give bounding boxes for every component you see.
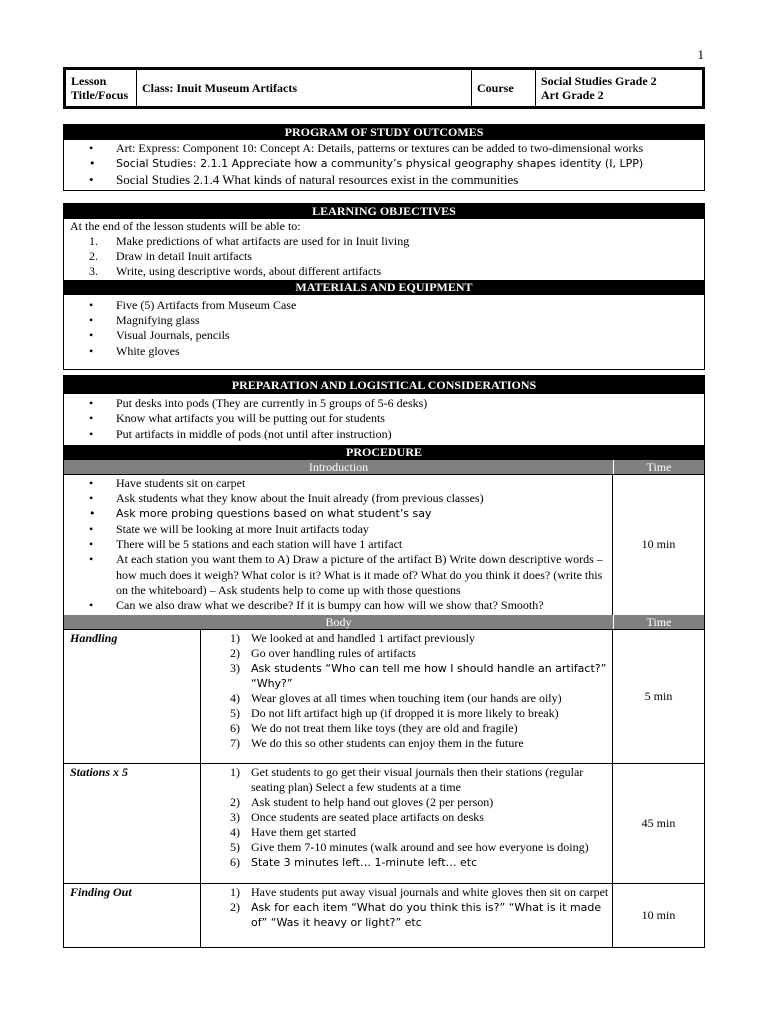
outcomes-title: PROGRAM OF STUDY OUTCOMES bbox=[64, 125, 704, 140]
outcome-item: • Social Studies 2.1.4 What kinds of natural resources exist in the communities bbox=[64, 172, 704, 187]
course-line-1: Social Studies Grade 2 bbox=[541, 74, 657, 88]
stations-label: Stations x 5 bbox=[64, 764, 201, 883]
stations-row bbox=[64, 763, 704, 883]
introduction-header bbox=[64, 460, 704, 474]
step-item: 6) We do not treat them like toys (they are old and fragile) bbox=[230, 721, 518, 736]
introduction-row bbox=[64, 474, 704, 615]
handling-steps bbox=[201, 630, 612, 752]
introduction-list bbox=[64, 475, 612, 615]
course-value bbox=[536, 70, 702, 106]
intro-item: • At each station you want them to A) Draw a picture of the artifact B) Write down descriptive words – how much does it weigh? What color is it? What is it made of? What do you think it does? (write this on the whiteboard) – Ask students help to come up with those questions bbox=[64, 552, 612, 598]
objective-item: 1. Make predictions of what artifacts are used for in Inuit living bbox=[89, 234, 410, 248]
introduction-time: 10 min bbox=[641, 537, 676, 552]
class-title: Class: Inuit Museum Artifacts bbox=[137, 70, 472, 106]
finding-out-label: Finding Out bbox=[64, 884, 201, 947]
step-item: 2) Ask student to help hand out gloves (2 per person) bbox=[230, 794, 494, 809]
step-item: 3) Once students are seated place artifacts on desks bbox=[230, 809, 484, 824]
material-item: • Magnifying glass bbox=[64, 313, 704, 328]
objectives-title: LEARNING OBJECTIVES bbox=[64, 204, 704, 219]
handling-row bbox=[64, 629, 704, 763]
step-item: 5) Do not lift artifact high up (if dropped it is more likely to break) bbox=[230, 706, 559, 721]
step-item: 1) Get students to go get their visual journals then their stations (regular seating plan) Select a few students at a time bbox=[230, 764, 584, 794]
finding-out-time: 10 min bbox=[641, 907, 676, 922]
preparation-item: • Put desks into pods (They are currently in 5 groups of 5-6 desks) bbox=[64, 396, 704, 411]
intro-item: • Ask more probing questions based on what student’s say bbox=[64, 506, 612, 521]
intro-item: • Have students sit on carpet bbox=[64, 476, 612, 491]
step-item: 2) Ask for each item “What do you think this is?” “What is it made of” “Was it heavy or light?” etc bbox=[230, 899, 602, 929]
step-item: 1) Have students put away visual journals and white gloves then sit on carpet bbox=[230, 884, 609, 899]
intro-item: • Ask students what they know about the Inuit already (from previous classes) bbox=[64, 491, 612, 506]
objective-item: 3. Write, using descriptive words, about different artifacts bbox=[89, 264, 382, 279]
intro-item: • State we will be looking at more Inuit artifacts today bbox=[64, 522, 612, 537]
time-header: Time bbox=[613, 460, 704, 474]
outcome-item: • Art: Express: Component 10: Concept A: Details, patterns or textures can be added to two-dimensional works bbox=[64, 141, 704, 156]
step-item: 2) Go over handling rules of artifacts bbox=[230, 645, 416, 660]
outcomes-section bbox=[63, 124, 705, 191]
procedure-title: PROCEDURE bbox=[64, 445, 704, 460]
body-label: Body bbox=[325, 614, 352, 629]
lesson-title-label: Lesson Title/Focus bbox=[66, 70, 137, 106]
step-item: 3) Ask students “Who can tell me how I should handle an artifact?” “Why?” bbox=[230, 660, 607, 690]
handling-time: 5 min bbox=[644, 688, 673, 703]
page-number: 1 bbox=[697, 47, 704, 62]
objectives-list bbox=[64, 234, 704, 280]
materials-title: MATERIALS AND EQUIPMENT bbox=[64, 280, 704, 295]
outcome-item: • Social Studies: 2.1.1 Appreciate how a community’s physical geography shapes identity (I, LPP) bbox=[64, 156, 704, 171]
materials-list bbox=[64, 295, 704, 369]
material-item: • Visual Journals, pencils bbox=[64, 328, 704, 343]
material-item: • White gloves bbox=[64, 344, 704, 359]
outcomes-list bbox=[64, 140, 704, 190]
body-header bbox=[64, 615, 704, 629]
step-item: 4) Wear gloves at all times when touching item (our hands are oily) bbox=[230, 690, 562, 705]
time-header: Time bbox=[613, 615, 704, 629]
stations-time: 45 min bbox=[641, 815, 676, 830]
course-label: Course bbox=[472, 70, 536, 106]
preparation-item: • Put artifacts in middle of pods (not until after instruction) bbox=[64, 427, 704, 442]
objectives-intro: At the end of the lesson students will be able to: bbox=[70, 219, 301, 233]
step-item: 1) We looked at and handled 1 artifact previously bbox=[230, 630, 475, 645]
preparation-title: PREPARATION AND LOGISTICAL CONSIDERATIONS bbox=[64, 376, 704, 394]
step-item: 4) Have them get started bbox=[230, 824, 356, 839]
objectives-section bbox=[63, 203, 705, 370]
preparation-item: • Know what artifacts you will be putting out for students bbox=[64, 411, 704, 426]
step-item: 7) We do this so other students can enjoy them in the future bbox=[230, 736, 524, 751]
intro-item: • Can we also draw what we describe? If it is bumpy can how will we show that? Smooth? bbox=[64, 598, 612, 613]
course-line-2: Art Grade 2 bbox=[541, 88, 604, 102]
finding-out-steps bbox=[201, 884, 612, 930]
preparation-list bbox=[64, 394, 704, 445]
objective-item: 2. Draw in detail Inuit artifacts bbox=[89, 249, 252, 264]
stations-steps bbox=[201, 764, 612, 871]
handling-label: Handling bbox=[64, 630, 201, 763]
finding-out-row bbox=[64, 883, 704, 947]
preparation-section bbox=[63, 375, 705, 948]
intro-item: • There will be 5 stations and each station will have 1 artifact bbox=[64, 537, 612, 552]
introduction-label: Introduction bbox=[308, 459, 369, 474]
material-item: • Five (5) Artifacts from Museum Case bbox=[64, 298, 704, 313]
step-item: 6) State 3 minutes left… 1-minute left… etc bbox=[230, 855, 478, 870]
lesson-header-table bbox=[63, 67, 705, 109]
step-item: 5) Give them 7-10 minutes (walk around and see how everyone is doing) bbox=[230, 840, 589, 855]
